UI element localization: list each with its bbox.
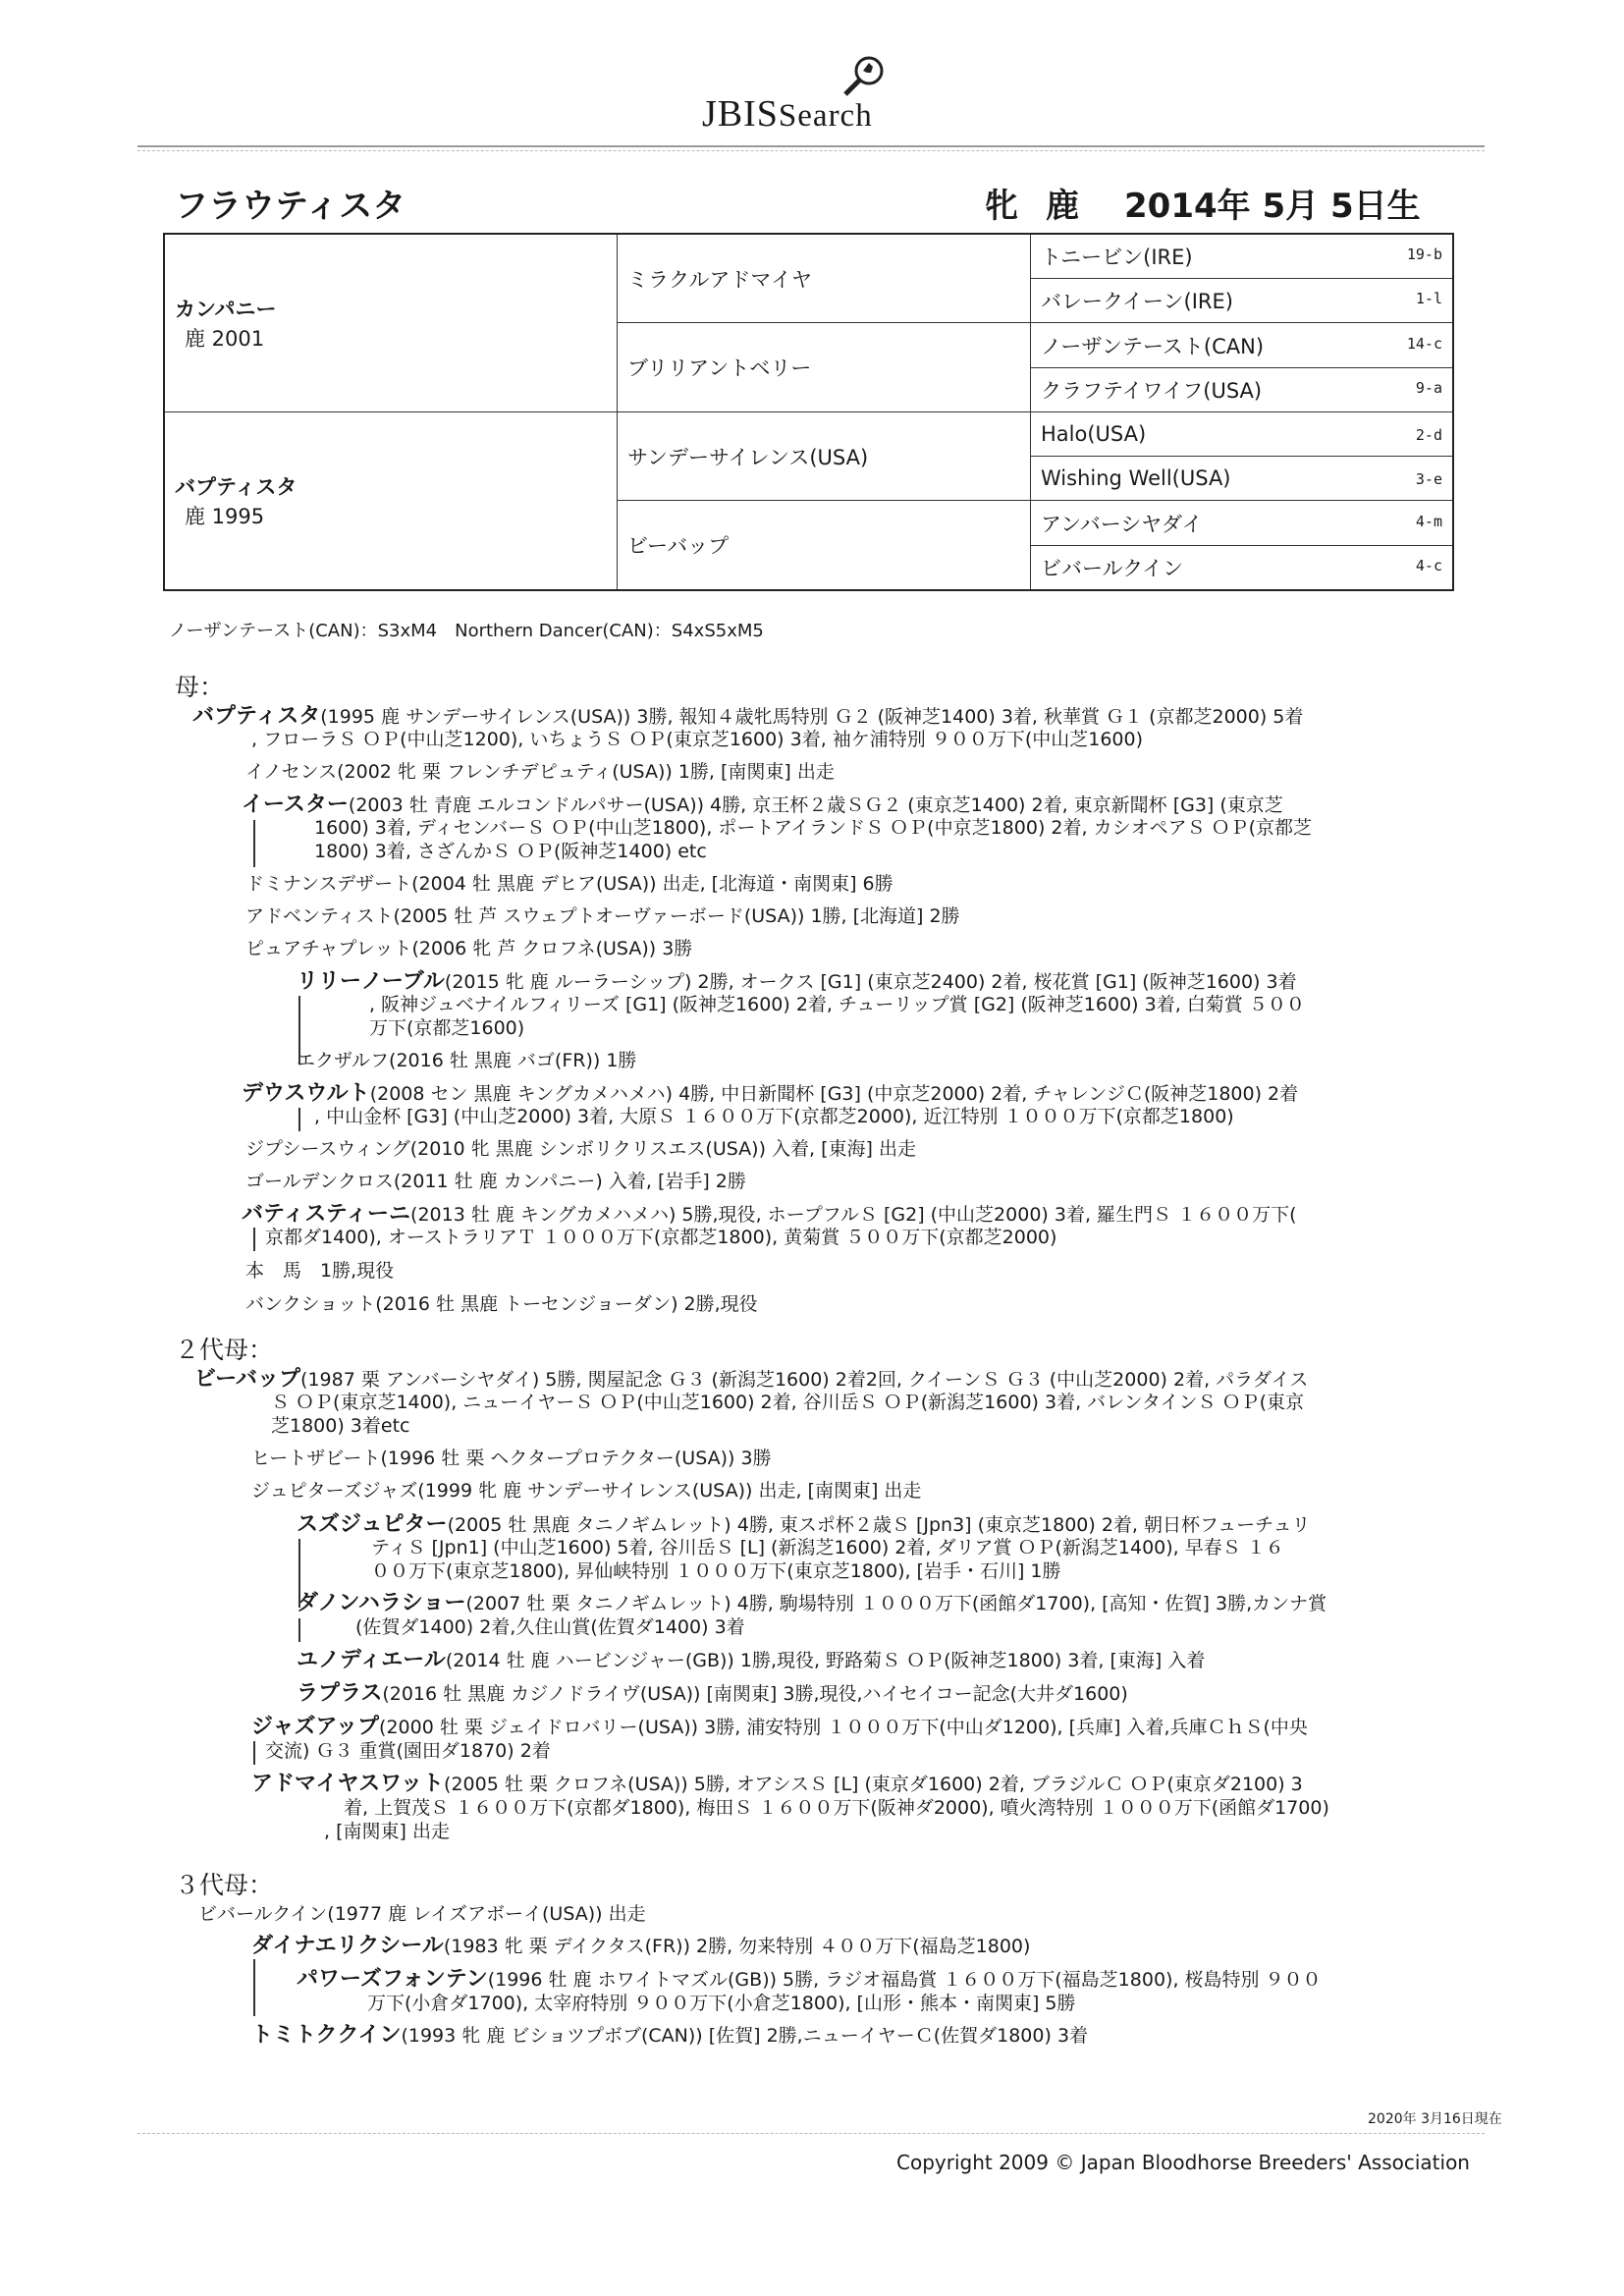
header-divider-dashed	[137, 150, 1485, 151]
sire-detail: 鹿 2001	[185, 327, 265, 351]
record-line	[297, 1513, 1311, 1537]
jbis-search-logo	[702, 51, 938, 144]
lineage-bar	[253, 1741, 255, 1765]
record-text: , 阪神ジュベナイルフィリーズ [G1] (阪神芝1600) 2着, チューリップ賞 [G2] (阪神芝1600) 3着, 白菊賞 ５００	[369, 994, 1305, 1015]
section-dam: 母：	[175, 673, 225, 701]
record-text: (2000 牡 栗 ジェイドロバリー(USA)) 3勝, 浦安特別 １０００万下(中山ダ1200), [兵庫] 入着,兵庫ＣｈＳ(中央	[379, 1717, 1308, 1738]
record-text: ビバールクイン(1977 鹿 レイズアボーイ(USA)) 出走	[198, 1903, 646, 1925]
lineage-bar	[253, 820, 255, 867]
record-line	[297, 1682, 1128, 1706]
pedigree-table	[163, 233, 1454, 591]
gen2-cell: ブリリアントベリー	[618, 323, 1031, 412]
record-line	[271, 1391, 1304, 1414]
record-text: 着, 上賀茂Ｓ １６００万下(京都ダ1800), 梅田Ｓ １６００万下(阪神ダ2000), 噴火湾特別 １０００万下(函館ダ1700)	[344, 1797, 1329, 1819]
gen3-cell	[1031, 234, 1454, 279]
family-number: 4-c	[1415, 557, 1442, 574]
lineage-bar	[298, 996, 300, 1065]
horse-name-bold: ユノディエール	[297, 1648, 446, 1672]
record-line	[245, 1170, 746, 1193]
record-line	[245, 1137, 916, 1161]
footer-divider	[137, 2133, 1485, 2134]
record-line	[251, 1935, 1030, 1958]
record-line	[344, 1796, 1329, 1820]
record-line	[324, 1820, 450, 1843]
record-line	[251, 728, 1143, 751]
record-line	[251, 1716, 1308, 1739]
record-line	[271, 1414, 409, 1438]
record-text: ドミナンスデザート(2004 牡 黒鹿 デヒア(USA)) 出走, [北海道・南関東] 6勝	[245, 873, 893, 895]
record-text: ピュアチャプレット(2006 牝 芦 クロフネ(USA)) 3勝	[245, 938, 693, 959]
record-text: バンクショット(2016 牡 黒鹿 トーセンジョーダン) 2勝,現役	[245, 1293, 758, 1315]
gen3-name: バレークイーン(IRE)	[1041, 290, 1233, 313]
record-line	[198, 1902, 646, 1926]
record-line	[297, 1649, 1205, 1672]
record-line	[251, 1479, 921, 1503]
record-line	[245, 1259, 394, 1283]
horse-name-bold: アドマイヤスワット	[251, 1772, 445, 1796]
record-line	[297, 970, 1297, 994]
gen3-cell	[1031, 368, 1454, 412]
record-line	[314, 840, 707, 863]
copyright: Copyright 2009 © Japan Bloodhorse Breeders' Association	[896, 2151, 1470, 2174]
horse-name-bold: デウスウルト	[242, 1081, 370, 1106]
record-text: (1993 牝 鹿 ビショツプボブ(CAN)) [佐賀] 2勝,ニューイヤーＣ(佐賀ダ1800) 3着	[401, 2025, 1089, 2047]
gen3-name: アンバーシヤダイ	[1041, 512, 1203, 536]
gen3-cell	[1031, 323, 1454, 368]
record-line	[242, 793, 1283, 817]
family-number: 9-a	[1415, 379, 1442, 397]
gen3-name: クラフテイワイフ(USA)	[1041, 379, 1263, 403]
record-text: 1800) 3着, さざんかＳ ＯＰ(阪神芝1400) etc	[314, 841, 707, 862]
record-text: (2005 牡 栗 クロフネ(USA)) 5勝, オアシスＳ [L] (東京ダ1600) 2着, ブラジルＣ ＯＰ(東京ダ2100) 3	[444, 1774, 1303, 1795]
record-text: (2007 牡 栗 タニノギムレット) 4勝, 駒場特別 １０００万下(函館ダ1700), [高知・佐賀] 3勝,カンナ賞	[465, 1593, 1327, 1614]
inbreeding-cross: ノーザンテースト(CAN)：S3xM4 Northern Dancer(CAN)：S4xS5xM5	[169, 621, 764, 641]
horse-name-bold: ジャズアップ	[251, 1715, 380, 1739]
logo-text	[702, 92, 873, 136]
record-line	[265, 1226, 1056, 1249]
record-line	[245, 760, 835, 784]
sire-name: カンパニー	[175, 298, 277, 321]
record-text: (1987 栗 アンバーシヤダイ) 5勝, 関屋記念 Ｇ３ (新潟芝1600) 2着2回, クイーンＳ Ｇ３ (中山芝2000) 2着, パラダイス	[300, 1369, 1309, 1391]
record-text: , 中山金杯 [G3] (中山芝2000) 3着, 大原Ｓ １６００万下(京都芝2000), 近江特別 １０００万下(京都芝1800)	[314, 1106, 1234, 1127]
record-text: (2015 牝 鹿 ルーラーシップ) 2勝, オークス [G1] (東京芝2400) 2着, 桜花賞 [G1] (阪神芝1600) 3着	[444, 971, 1297, 993]
record-line	[251, 1447, 772, 1470]
horse-name-bold: パワーズフォンテン	[297, 1967, 488, 1992]
lineage-bar	[298, 1618, 300, 1642]
family-number: 1-l	[1415, 290, 1442, 307]
gen3-cell	[1031, 457, 1454, 501]
record-text: 交流) Ｇ３ 重賞(園田ダ1870) 2着	[265, 1740, 551, 1762]
record-text: (2016 牡 黒鹿 カジノドライヴ(USA)) [南関東] 3勝,現役,ハイセイコー記念(大井ダ1600)	[382, 1683, 1128, 1705]
record-text: アドベンティスト(2005 牡 芦 スウェプトオーヴァーボード(USA)) 1勝, [北海道] 2勝	[245, 905, 960, 927]
record-text: ヒートザビート(1996 牡 栗 ヘクタープロテクター(USA)) 3勝	[251, 1448, 772, 1469]
record-line	[251, 1773, 1303, 1796]
gen3-cell	[1031, 279, 1454, 323]
record-line	[242, 1082, 1298, 1106]
record-line	[314, 1105, 1234, 1128]
gen3-name: Halo(USA)	[1041, 422, 1147, 446]
horse-name-bold: イースター	[242, 793, 349, 817]
horse-birthdate: 2014年 5月 5日生	[1124, 187, 1421, 226]
family-number: 3-e	[1415, 470, 1442, 488]
horse-name: フラウティスタ	[175, 187, 406, 226]
record-line	[297, 1968, 1322, 1992]
record-text: (1995 鹿 サンデーサイレンス(USA)) 3勝, 報知４歳牝馬特別 Ｇ２ (阪神芝1400) 3着, 秋華賞 Ｇ１ (京都芝2000) 5着	[320, 706, 1304, 728]
record-text: 京都ダ1400), オーストラリアＴ １０００万下(京都芝1800), 黄菊賞 ５００万下(京都芝2000)	[265, 1227, 1057, 1248]
record-line	[371, 1559, 1061, 1583]
record-line	[242, 1203, 1297, 1227]
family-number: 2-d	[1415, 426, 1442, 444]
record-text: (1983 牝 栗 デイクタス(FR)) 2勝, 勿来特別 ４００万下(福島芝1800)	[443, 1936, 1031, 1957]
horse-name-bold: スズジュピター	[297, 1512, 448, 1537]
horse-name-bold: バティスティーニ	[242, 1202, 411, 1227]
section-dam2: ２代母：	[175, 1336, 274, 1364]
record-line	[245, 904, 960, 928]
horse-name-bold: ダノンハラショー	[297, 1591, 466, 1615]
section-dam3: ３代母：	[175, 1871, 274, 1899]
horse-color: 鹿	[1046, 187, 1107, 226]
record-text: Ｓ ＯＰ(東京芝1400), ニューイヤーＳ ＯＰ(中山芝1600) 2着, 谷川岳Ｓ ＯＰ(新潟芝1600) 3着, バレンタインＳ ＯＰ(東京	[271, 1392, 1304, 1413]
record-text: エクザルフ(2016 牡 黒鹿 バゴ(FR)) 1勝	[297, 1050, 637, 1071]
record-line	[314, 816, 1312, 840]
gen2-cell: サンデーサイレンス(USA)	[618, 412, 1031, 501]
dam-name: バプティスタ	[175, 475, 298, 499]
lineage-bar	[298, 1539, 300, 1608]
dam-detail: 鹿 1995	[185, 505, 265, 528]
record-text: 芝1800) 3着etc	[271, 1415, 410, 1437]
record-text: (2003 牡 青鹿 エルコンドルパサー(USA)) 4勝, 京王杯２歳ＳＧ２ (東京芝1400) 2着, 東京新聞杯 [G3] (東京芝	[348, 794, 1283, 816]
record-line	[265, 1739, 551, 1763]
record-text: (2013 牡 鹿 キングカメハメハ) 5勝,現役, ホープフルＳ [G2] (中山芝2000) 3着, 羅生門Ｓ １６００万下(	[410, 1204, 1297, 1226]
record-text: (1996 牡 鹿 ホワイトマズル(GB)) 5勝, ラジオ福島賞 １６００万下(福島芝1800), 桜島特別 ９００	[487, 1969, 1322, 1991]
record-line	[245, 937, 692, 960]
gen3-cell	[1031, 501, 1454, 546]
logo-jbis: JBIS	[702, 93, 779, 135]
record-line	[369, 1016, 524, 1040]
record-text: 万下(京都芝1600)	[369, 1017, 525, 1039]
record-line	[192, 705, 1303, 729]
gen3-name: ノーザンテースト(CAN)	[1041, 334, 1265, 358]
gen3-cell	[1031, 412, 1454, 457]
lineage-bar	[253, 1228, 255, 1251]
record-text: (2014 牡 鹿 ハービンジャー(GB)) 1勝,現役, 野路菊Ｓ ＯＰ(阪神芝1800) 3着, [東海] 入着	[445, 1650, 1206, 1671]
record-line	[297, 1592, 1326, 1615]
record-text: イノセンス(2002 牝 栗 フレンチデピュティ(USA)) 1勝, [南関東] 出走	[245, 761, 835, 783]
gen2-cell: ミラクルアドマイヤ	[618, 234, 1031, 323]
horse-name-bold: リリーノーブル	[297, 969, 445, 994]
record-line	[371, 1536, 1284, 1559]
record-text: , [南関東] 出走	[324, 1821, 450, 1842]
record-text: ゴールデンクロス(2011 牡 鹿 カンパニー) 入着, [岩手] 2勝	[245, 1171, 746, 1192]
family-number: 14-c	[1406, 334, 1442, 353]
record-line	[355, 1615, 745, 1639]
record-text: 本 馬 1勝,現役	[245, 1260, 395, 1282]
logo-search: Search	[778, 98, 873, 134]
record-line	[194, 1368, 1308, 1392]
record-text: 1600) 3着, ディセンバーＳ ＯＰ(中山芝1800), ポートアイランドＳ ＯＰ(中京芝1800) 2着, カシオペアＳ ＯＰ(京都芝	[314, 817, 1313, 839]
record-text: ティＳ [Jpn1] (中山芝1600) 5着, 谷川岳Ｓ [L] (新潟芝1600) 2着, ダリア賞 ＯＰ(新潟芝1400), 早春Ｓ １６	[371, 1537, 1284, 1558]
record-text: ジュピターズジャズ(1999 牝 鹿 サンデーサイレンス(USA)) 出走, [南関東] 出走	[251, 1480, 922, 1502]
horse-name-bold: ビーバップ	[194, 1367, 301, 1392]
sire-cell	[164, 234, 618, 412]
family-number: 4-m	[1415, 512, 1442, 530]
horse-sex: 牝	[985, 187, 1046, 226]
horse-name-bold: ラプラス	[297, 1681, 383, 1706]
family-number: 19-b	[1406, 246, 1442, 263]
record-text: (佐賀ダ1400) 2着,久住山賞(佐賀ダ1400) 3着	[355, 1616, 745, 1638]
gen3-cell	[1031, 546, 1454, 591]
record-line	[245, 1292, 758, 1316]
record-line	[245, 872, 893, 896]
horse-name-bold: トミトククイン	[251, 2023, 402, 2048]
horse-name-bold: ダイナエリクシール	[251, 1934, 444, 1958]
gen2-cell: ビーバップ	[618, 501, 1031, 591]
horse-sex-color	[985, 179, 1107, 227]
record-text: ジプシースウィング(2010 牝 黒鹿 シンボリクリスエス(USA)) 入着, [東海] 出走	[245, 1138, 916, 1160]
lineage-bar	[253, 1959, 255, 2016]
record-line	[251, 2024, 1088, 2048]
record-text: , フローラＳ ＯＰ(中山芝1200), いちょうＳ ＯＰ(東京芝1600) 3着, 袖ケ浦特別 ９００万下(中山芝1600)	[251, 729, 1144, 750]
as-of-date: 2020年 3月16日現在	[1368, 2111, 1502, 2127]
gen3-name: Wishing Well(USA)	[1041, 466, 1231, 490]
record-line	[367, 1992, 1076, 2015]
gen3-name: トニービン(IRE)	[1041, 246, 1193, 269]
header-divider	[137, 145, 1485, 147]
record-text: ００万下(東京芝1800), 昇仙峡特別 １０００万下(東京芝1800), [岩手・石川] 1勝	[371, 1560, 1061, 1582]
record-text: 万下(小倉ダ1700), 太宰府特別 ９００万下(小倉芝1800), [山形・熊本・南関東] 5勝	[367, 1993, 1076, 2014]
dam-cell	[164, 412, 618, 591]
record-text: (2008 セン 黒鹿 キングカメハメハ) 4勝, 中日新聞杯 [G3] (中京芝2000) 2着, チャレンジＣ(阪神芝1800) 2着	[369, 1083, 1299, 1105]
gen3-name: ビバールクイン	[1041, 557, 1184, 580]
record-text: (2005 牡 黒鹿 タニノギムレット) 4勝, 東スポ杯２歳Ｓ [Jpn3] (東京芝1800) 2着, 朝日杯フューチュリ	[447, 1514, 1311, 1536]
horse-name-bold: バプティスタ	[192, 704, 321, 729]
record-line	[369, 993, 1305, 1016]
record-line	[297, 1049, 636, 1072]
lineage-bar	[298, 1108, 300, 1131]
